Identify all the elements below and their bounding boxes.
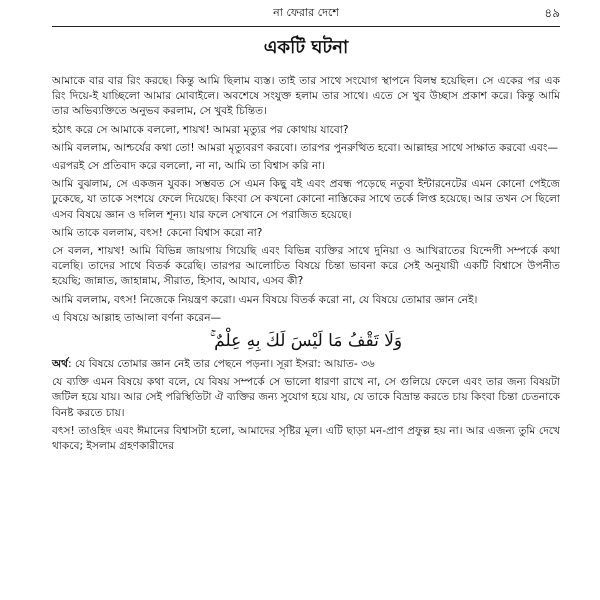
paragraph: এরপরই সে প্রতিবাদ করে বললো, না না, আমি তা বিশ্বাস করি না। — [52, 160, 325, 173]
paragraph: সে বলল, শায়খ! আমি বিভিন্ন জায়গায় গিয়েছি এবং বিভিন্ন ব্যক্তির সাথে দুনিয়া ও আখিরাতের যিন্দেগী সম্পর্কে কথা বলেছি। তাদের সাথে বিতর্ক করেছি। তারপর আলোচিত বিষয়ে চিন্তা ভাবনা করে সেই অনুযায়ী একটি বিশ্বাসে উপনীত হয়েছি; জান্নাত, জাহান্নাম, সীরাত, হিসাব, আযাব, এসব কী? — [52, 245, 560, 288]
paragraph: হঠাৎ করে সে আমাকে বললো, শায়খ! আমরা মৃত্যুর পর কোথায় যাবো? — [52, 123, 349, 136]
arabic-verse: وَلَا تَقْفُ مَا لَيْسَ لَكَ بِهِ عِلْمٌ ۚ — [209, 331, 403, 352]
running-header — [52, 0, 560, 26]
header-rule — [52, 26, 560, 27]
meaning-label: অর্থ — [52, 358, 69, 371]
paragraph: আমি বললাম, বৎস! নিজেকে নিয়ন্ত্রণ করো। এমন বিষয়ে বিতর্ক করো না, যে বিষয়ে তোমার জ্ঞান নেই। — [52, 293, 478, 306]
meaning-text: : যে বিষয়ে তোমার জ্ঞান নেই তার পেছনে পড়না। সূরা ইসরা: আয়াত- ৩৬ — [68, 358, 375, 371]
paragraph: এ বিষয়ে আল্লাহ তাআলা বর্ণনা করেন— — [52, 311, 222, 324]
paragraph: বৎস! তাওহিদ এবং ঈমানের বিশ্বাসটা হলো, আমাদের সৃষ্টির মূল। এটি ছাড়া মন-প্রাণ প্রফুল্ল হয় না। আর এজন্য তুমি দেখে থাকবে; ইসলাম গ্রহণকারীদের — [52, 424, 560, 453]
paragraph: আমি বুঝলাম, সে একজন যুবক। সম্ভবত সে এমন কিছু বই এবং প্রবন্ধ পড়েছে নতুবা ইন্টারনেটের এমন কোনো পেইজে ঢুকেছে, যা তাকে সংশয়ে ফেলে দিয়েছে। কিংবা সে কখনো কোনো নাস্তিকের সাথে তর্কে লিপ্ত হয়েছে। আর তখন সে ছিলো এসব বিষয়ে জ্ঞান ও দলিল শূন্য। যার ফলে সেখানে সে পরাজিত হয়েছে। — [52, 178, 560, 221]
paragraph: আমি তাকে বললাম, বৎস! কেনো বিশ্বাস করো না? — [52, 226, 263, 239]
verse-meaning — [52, 357, 560, 372]
page-number: ৪৯ — [544, 6, 560, 20]
chapter-title: একটি ঘটনা — [263, 37, 349, 58]
paragraph: আমাকে বার বার রিং করছে। কিন্তু আমি ছিলাম ব্যস্ত। তাই তার সাথে সংযোগ স্থাপনে বিলম্ব হয়েছিল। সে একের পর এক রিং দিয়ে-ই যাচ্ছিলো আমার মোবাইলে। অবশেষে সংযুক্ত হলাম তার সাথে। এতে সে খুব উচ্ছাস প্রকাশ করে। কিন্তু আমি তার অভিব্যক্তিতে অনুভব করলাম, সে খুবই চিন্তিত। — [52, 75, 560, 118]
paragraph: যে ব্যক্তি এমন বিষয়ে কথা বলে, যে বিষয় সম্পর্কে সে ভালো ধারণা রাখে না, সে গুলিয়ে ফেলে এবং তার জন্য বিষয়টা জটিল হয়ে যায়। আর সেই পরিস্থিতিটা ঐ ব্যক্তির জন্য সুযোগ হয়ে যায়, যে তাকে বিভ্রান্ত করতে চায় কিংবা চিন্তা চেতনাকে বিনষ্ট করতে চায়। — [52, 376, 560, 419]
running-title: না ফেরার দেশে — [273, 6, 339, 19]
paragraph: আমি বললাম, আশ্চর্যের কথা তো! আমরা মৃত্যুবরণ করবো। তারপর পুনরুত্থিত হবো। আল্লাহর সাথে সাক্ষাত করবো এবং— — [52, 141, 559, 154]
